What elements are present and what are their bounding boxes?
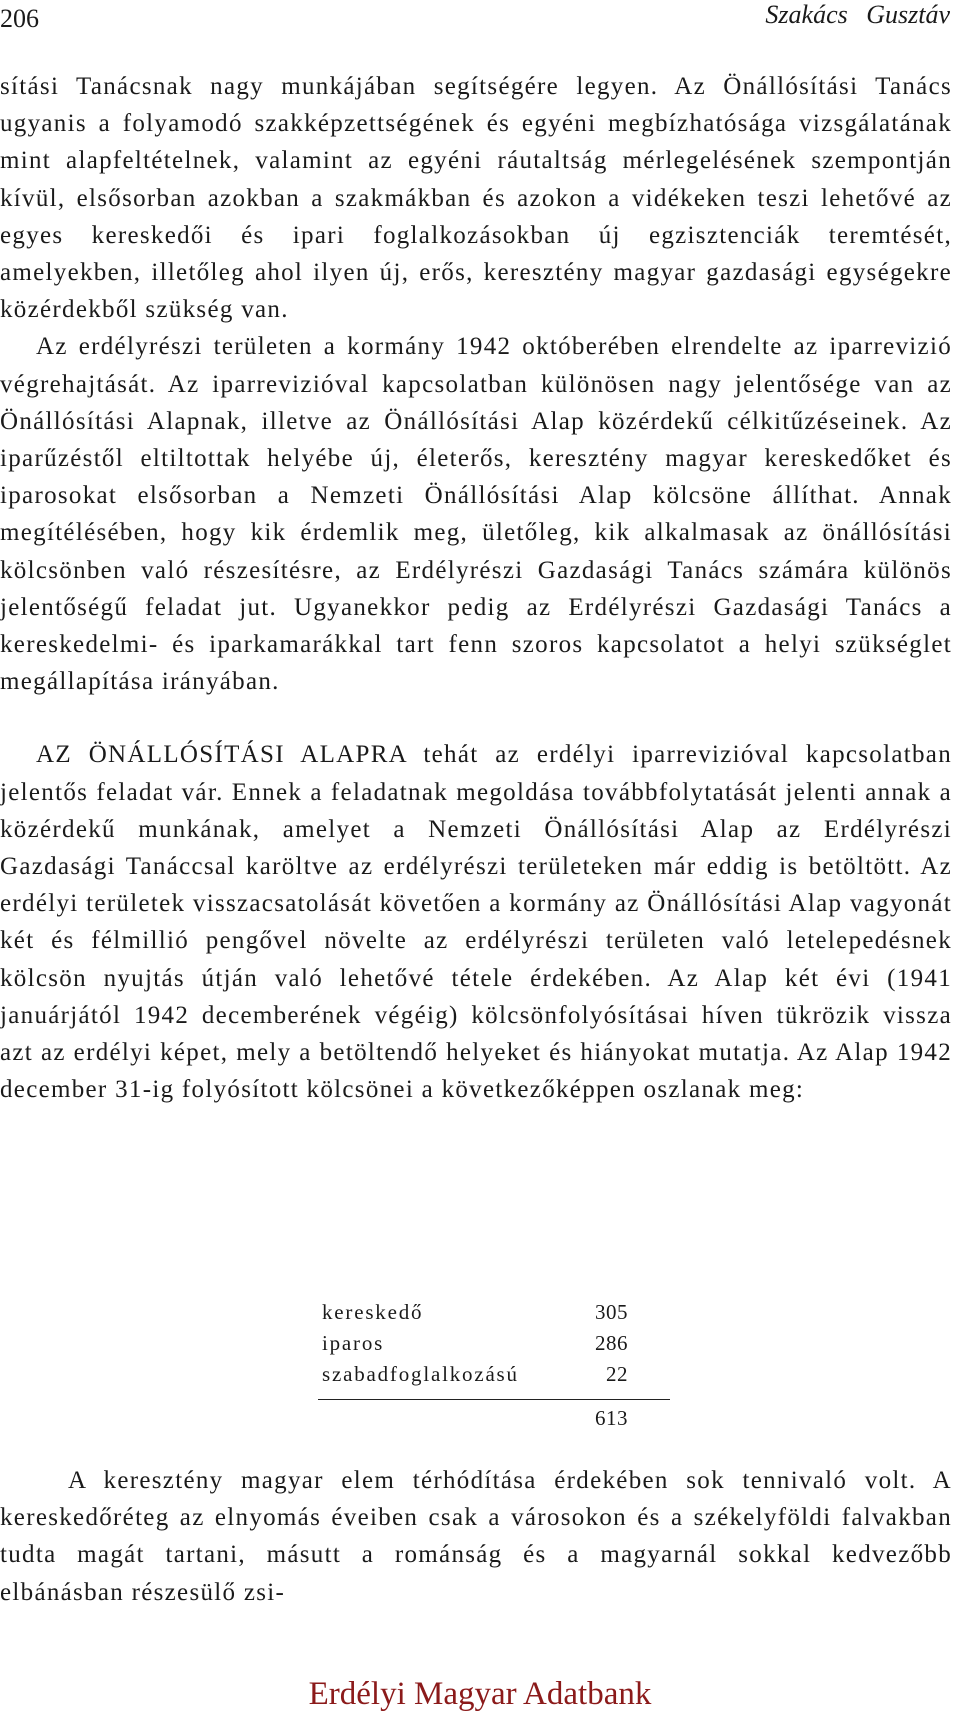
table-total-row [318, 1400, 670, 1434]
row-value: 286 [595, 1331, 628, 1355]
running-head-author: Szakács Gusztáv [765, 0, 950, 29]
page-header [0, 0, 960, 40]
table-row [318, 1331, 670, 1362]
watermark-source: Erdélyi Magyar Adatbank [308, 1676, 652, 1712]
row-value: 305 [595, 1300, 628, 1324]
table-row [318, 1300, 670, 1331]
table-row [318, 1362, 670, 1393]
paragraph-onallositasi-alap: AZ ÖNÁLLÓSÍTÁSI ALAPRA tehát az erdélyi iparrevizióval kapcsolatban jelentős feladat vár. Ennek a feladatnak megoldása továbbfolytatását jelenti annak a közérdekű munkának, amelyet a Nemzeti Önállósítási Alap az Erdélyrészi Gazdasági Tanáccsal karöltve az erdélyrészi területeken már eddig is betöltött. Az erdélyi területek visszacsatolását követően a kormány az Önállósítási Alap vagyonát két és félmillió pengővel növelte az erdélyrészi területen való letelepedésnek kölcsön nyujtás útján való lehetővé tétele érdekében. Az Alap két évi (1941 januárjától 1942 decemberének végéig) kölcsönfolyósításai híven tükrözik vissza azt az erdélyi képet, mely a betöltendő helyeket és hiányokat mutatja. Az Alap 1942 december 31-ig folyósított kölcsönei a következőképpen oszlanak meg: [0, 741, 952, 1104]
loan-statistics-table [318, 1300, 670, 1434]
page-number: 206 [0, 4, 39, 33]
row-label: szabadfoglalkozású [322, 1362, 519, 1386]
paragraph-kereszteny-magyar: A keresztény magyar elem térhódítása érdekében sok tennivaló volt. A kereskedőréteg az elnyomás éveiben csak a városokon és a székelyföldi falvakban tudta magát tartani, másutt a románság és a magyarnál sokkal kedvezőbb elbánásban részesülő zsi- [0, 1467, 952, 1606]
paragraph-gap [0, 700, 952, 736]
paragraph-iparrevizio: Az erdélyrészi területen a kormány 1942 októberében elrendelte az iparrevizió végrehajtását. Az iparrevizióval kapcsolatban különösen nagy jelentősége van az Önállósítási Alapnak, illetve az Önállósítási Alap közérdekű célkitűzéseinek. Az iparűzéstől eltiltottak helyébe új, életerős, keresztény magyar kereskedőket és iparosokat elsősorban a Nemzeti Önállósítási Alap kölcsöne állíthat. Annak megítélésében, hogy kik érdemlik meg, ületőleg, kik alkalmasak az önállósítási kölcsönben való részesítésre, az Erdélyrészi Gazdasági Tanács számára különös jelentőségű feladat jut. Ugyanekkor pedig az Erdélyrészi Gazdasági Tanács a kereskedelmi- és iparkamarákkal tart fenn szoros kapcsolatot a helyi szükséglet megállapítása irányában. [0, 333, 952, 696]
row-label: kereskedő [322, 1300, 424, 1324]
paragraph-continuation: sítási Tanácsnak nagy munkájában segítségére legyen. Az Önállósítási Tanács ugyanis a folyamodó szakképzettségének és egyéni megbízhatósága vizsgálatának mint alapfeltételnek, valamint az egyéni ráutaltság mérlegelésének szempontján kívül, elsősorban azokban a szakmákban és azokon a vidékeken teszi lehetővé az egyes kereskedői és ipari foglalkozásokban új egzisztenciák teremtését, amelyekben, illetőleg ahol ilyen új, erős, keresztény magyar gazdasági egységekre közérdekből szükség van. [0, 73, 952, 324]
closing-text [0, 1462, 952, 1611]
row-value: 22 [606, 1362, 628, 1386]
main-text [0, 68, 952, 1108]
total-value: 613 [595, 1406, 628, 1430]
row-label: iparos [322, 1331, 385, 1355]
